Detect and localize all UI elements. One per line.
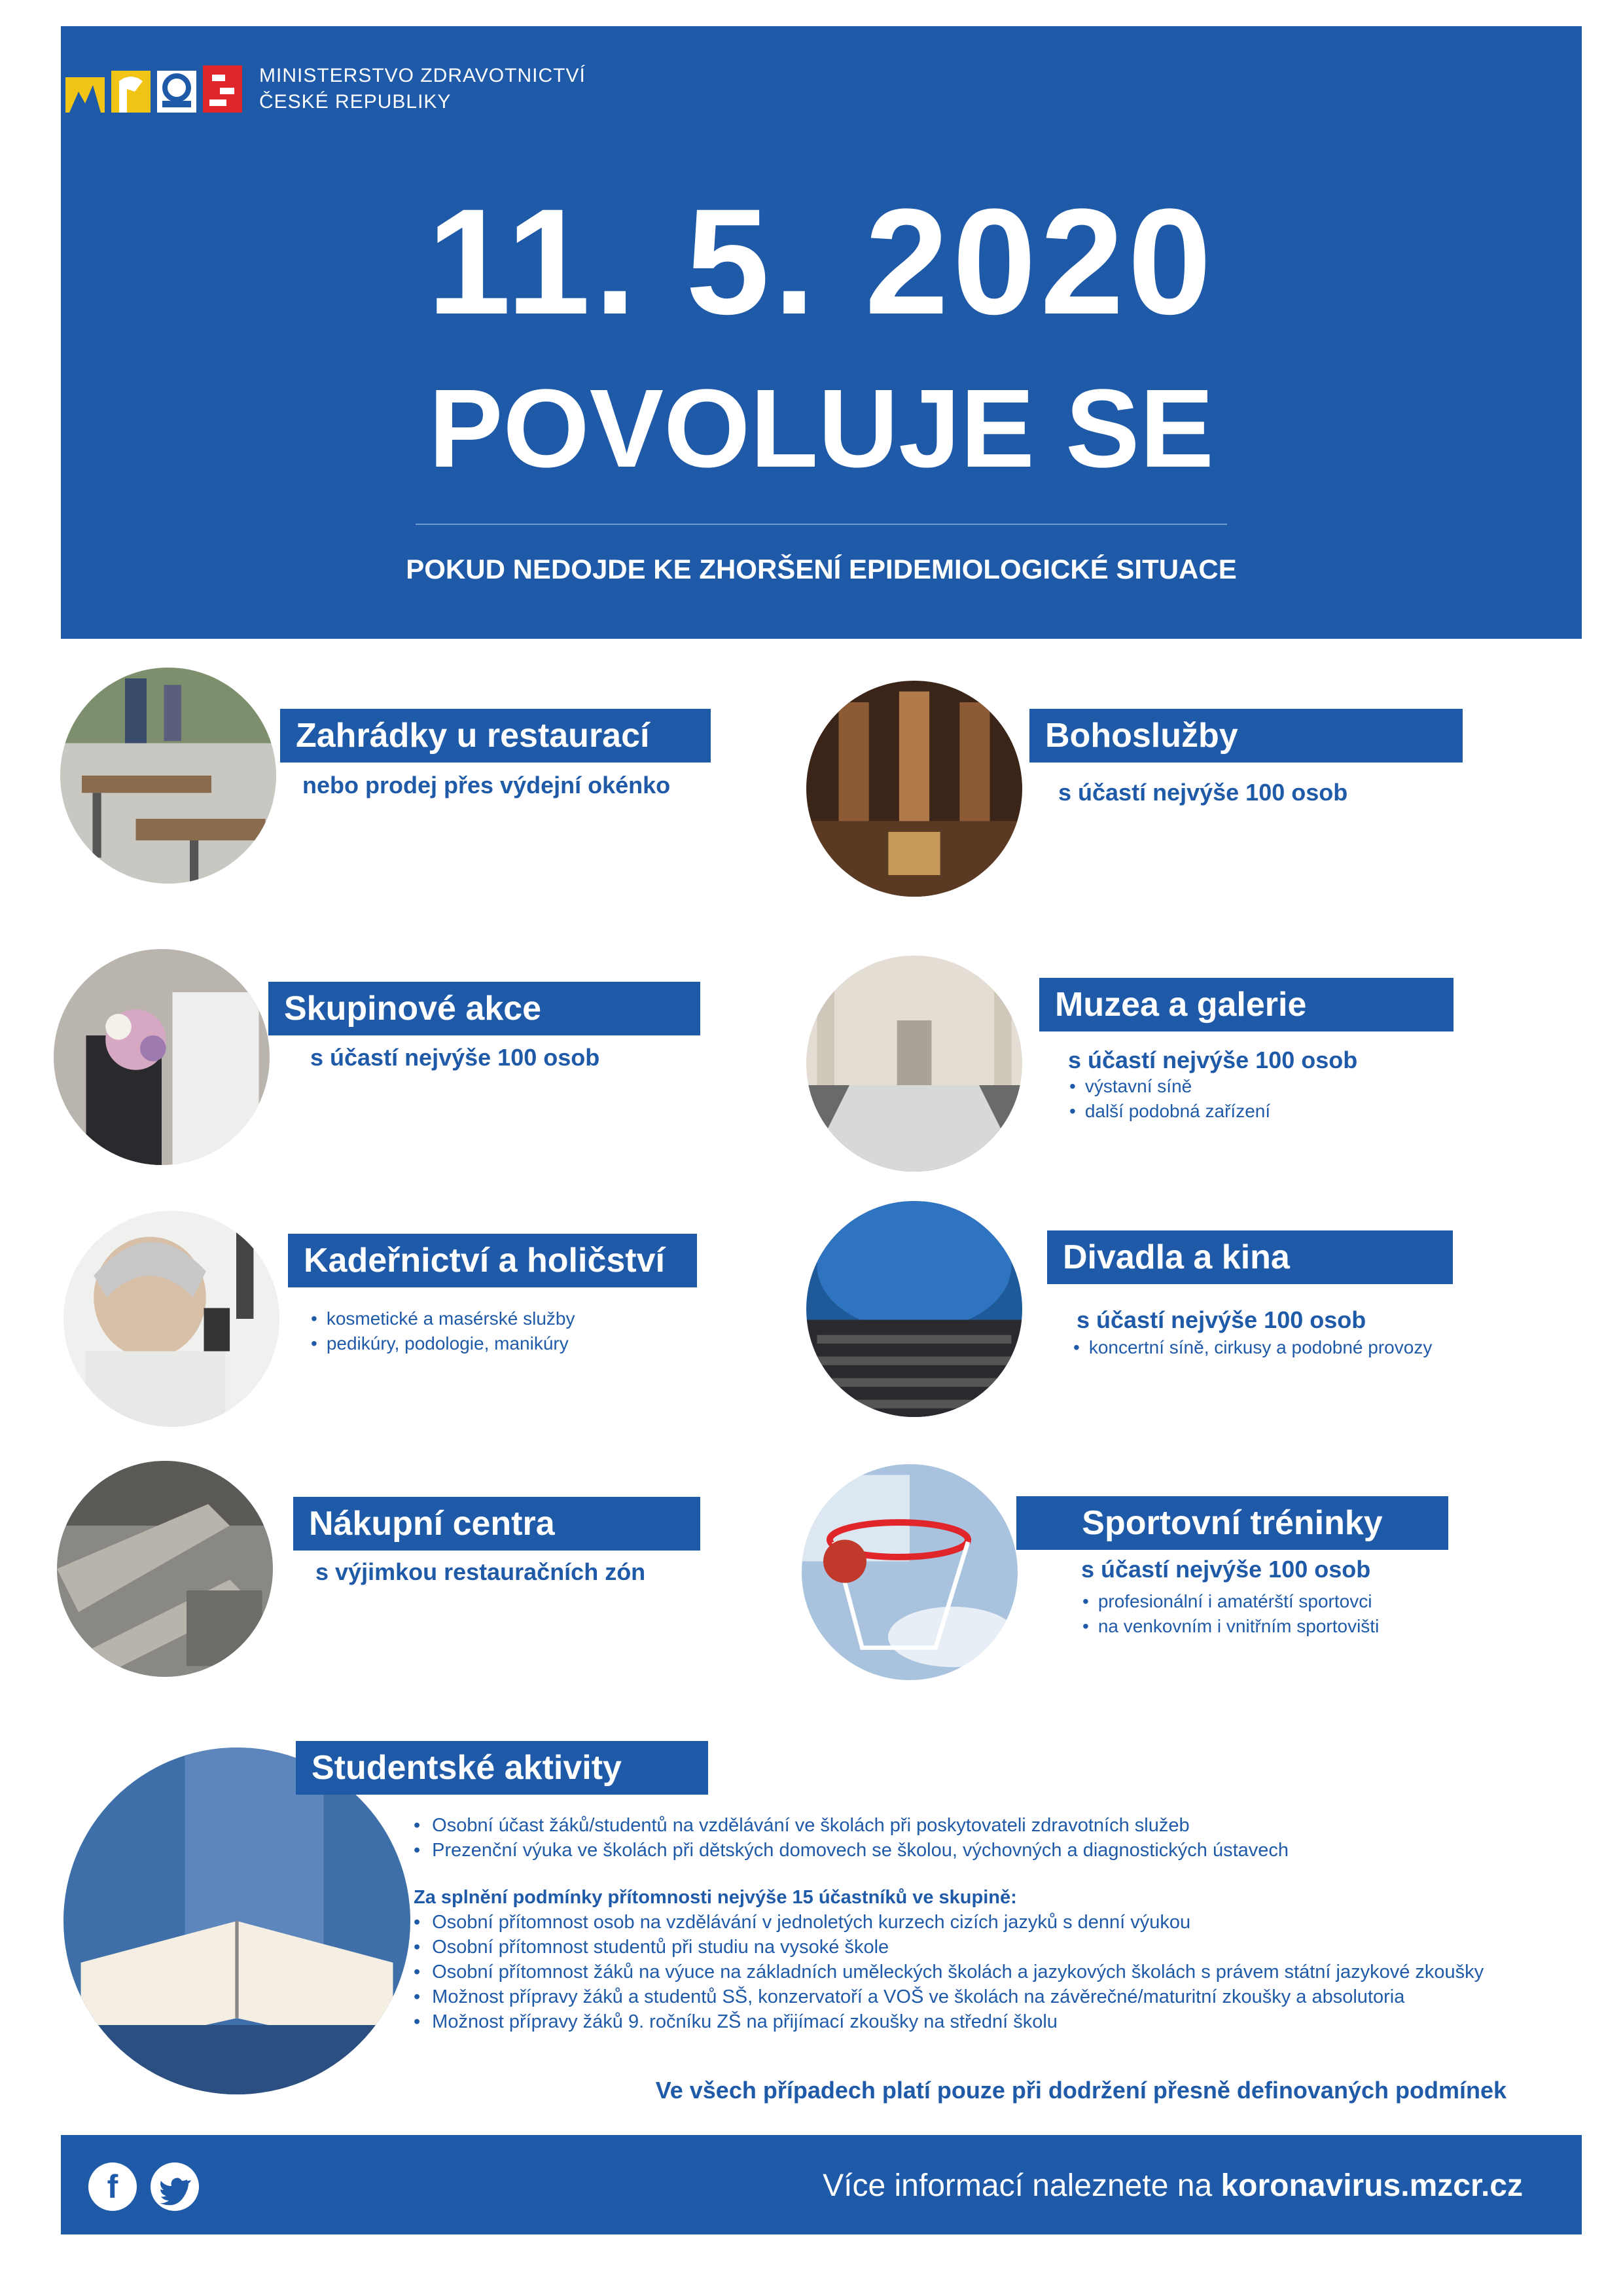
item-subtitle-sportovni-treninky: s účastí nejvýše 100 osob (1081, 1556, 1371, 1583)
item-subtitle-muzea: s účastí nejvýše 100 osob (1068, 1047, 1358, 1073)
more-info-prefix: Více informací naleznete na (823, 2168, 1221, 2203)
item-subtitle-skupinove-akce: s účastí nejvýše 100 osob (310, 1044, 600, 1071)
item-subtitle-bohosluzby: s účastí nejvýše 100 osob (1058, 779, 1348, 806)
bullet-item: • kosmetické a masérské služby (311, 1306, 575, 1331)
student-bullets-conditional (414, 1910, 1526, 2034)
student-bullets-general (414, 1813, 1526, 1863)
student-reading-book-photo (63, 1748, 410, 2094)
bullet-item: • na venkovním i vnitřním sportovišti (1082, 1614, 1379, 1639)
item-subtitle-nakupni-centra: s výjimkou restauračních zón (315, 1558, 646, 1585)
item-title-divadla: Divadla a kina (1047, 1230, 1453, 1284)
headline: POVOLUJE SE (429, 367, 1214, 491)
shopping-mall-photo (57, 1461, 273, 1677)
ministry-name (259, 63, 586, 115)
museum-hall-photo (806, 956, 1022, 1172)
item-title-skupinove-akce: Skupinové akce (268, 982, 700, 1035)
bullet-item: • Možnost přípravy žáků 9. ročníku ZŠ na přijímací zkoušky na střední školu (414, 2009, 1526, 2034)
item-bullets-divadla (1073, 1335, 1432, 1360)
bullet-item: • Osobní účast žáků/studentů na vzdělávání ve školách při poskytovateli zdravotních služeb (414, 1813, 1526, 1838)
item-subtitle-zahradky: nebo prodej přes výdejní okénko (302, 772, 671, 798)
ministry-logo (65, 65, 242, 113)
header-divider (416, 524, 1227, 525)
item-bullets-muzea (1069, 1074, 1270, 1124)
final-note: Ve všech případech platí pouze při dodržení přesně definovaných podmínek (655, 2077, 1507, 2104)
bullet-item: • Osobní přítomnost žáků na výuce na základních uměleckých školách a jazykových školách s právem státní jazykové zkoušky (414, 1960, 1526, 1984)
logo-block-1 (65, 65, 105, 113)
item-title-muzea: Muzea a galerie (1039, 978, 1454, 1031)
item-title-sportovni-treninky: Sportovní tréninky (1016, 1496, 1448, 1550)
cinema-photo (806, 1201, 1022, 1417)
item-subtitle-divadla: s účastí nejvýše 100 osob (1077, 1306, 1366, 1333)
bullet-item: • Osobní přítomnost studentů při studiu na vysoké škole (414, 1935, 1526, 1960)
bullet-item: • koncertní síně, cirkusy a podobné provozy (1073, 1335, 1432, 1360)
item-bullets-sportovni-treninky (1082, 1589, 1379, 1639)
twitter-icon[interactable] (151, 2162, 199, 2211)
bullet-item: • Možnost přípravy žáků a studentů SŠ, konzervatoří a VOŠ ve školách na závěrečné/maturitní zkoušky a absolutoria (414, 1984, 1526, 2009)
bullet-item: • Prezenční výuka ve školách při dětských domovech se školou, výchovných a diagnostických ústavech (414, 1838, 1526, 1863)
restaurant-terrace-photo (60, 668, 276, 884)
logo-block-3 (157, 65, 196, 113)
bullet-item: • pedikúry, podologie, manikúry (311, 1331, 575, 1356)
bullet-item: • profesionální i amatérští sportovci (1082, 1589, 1379, 1614)
item-title-nakupni-centra: Nákupní centra (293, 1497, 700, 1551)
logo-block-4 (203, 65, 242, 113)
bullet-item: • Osobní přítomnost osob na vzdělávání v jednoletých kurzech cizích jazyků s denní výukou (414, 1910, 1526, 1935)
item-title-kadernictvi: Kadeřnictví a holičství (288, 1234, 697, 1287)
ministry-line-2: ČESKÉ REPUBLIKY (259, 91, 452, 113)
logo-block-2 (111, 65, 151, 113)
barber-photo (63, 1211, 279, 1427)
more-info-link[interactable]: koronavirus.mzcr.cz (1221, 2168, 1523, 2203)
basketball-hoop-photo (802, 1464, 1018, 1680)
bullet-item: • výstavní síně (1069, 1074, 1270, 1099)
item-title-zahradky: Zahrádky u restaurací (280, 709, 711, 762)
header-subtitle: POKUD NEDOJDE KE ZHORŠENÍ EPIDEMIOLOGICKÉ SITUACE (406, 554, 1237, 584)
item-bullets-kadernictvi (311, 1306, 575, 1356)
bullet-item: • další podobná zařízení (1069, 1099, 1270, 1124)
student-details (414, 1813, 1526, 2034)
ministry-line-1: MINISTERSTVO ZDRAVOTNICTVÍ (259, 65, 586, 86)
date-heading: 11. 5. 2020 (427, 177, 1216, 346)
footer-banner (61, 2135, 1582, 2234)
facebook-icon[interactable]: f (88, 2162, 137, 2211)
student-condition: Za splnění podmínky přítomnosti nejvýše 15 účastníků ve skupině: (414, 1887, 1017, 1908)
wedding-photo (54, 949, 270, 1165)
church-interior-photo (806, 681, 1022, 897)
item-title-studentske-aktivity: Studentské aktivity (296, 1741, 708, 1795)
item-title-bohosluzby: Bohoslužby (1029, 709, 1463, 762)
header-banner (61, 26, 1582, 639)
more-info-text (823, 2166, 1523, 2206)
